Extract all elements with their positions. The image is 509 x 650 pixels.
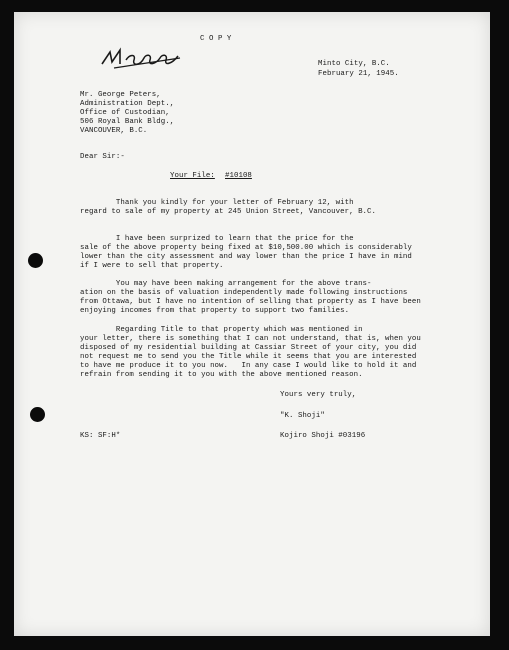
signer-name: Kojiro Shoji #03196	[280, 432, 366, 440]
letter-page	[14, 12, 490, 636]
paragraph-4-line: to have me produce it to you now. In any case I would like to hold it and	[80, 362, 417, 370]
addressee-line: Mr. George Peters,	[80, 91, 161, 99]
reference-label: Your File:	[170, 172, 215, 180]
paragraph-3-line: from Ottawa, but I have no intention of selling that property as I have been	[80, 298, 421, 306]
letter-date: February 21, 1945.	[318, 70, 399, 78]
copy-mark: C O P Y	[200, 35, 232, 43]
reference-value: #10108	[225, 172, 252, 180]
paragraph-3-line: You may have been making arrangement for the above trans-	[80, 280, 372, 288]
punch-hole	[30, 407, 45, 422]
punch-hole	[28, 253, 43, 268]
paragraph-2-line: if I were to sell that property.	[80, 262, 224, 270]
addressee-line: Administration Dept.,	[80, 100, 175, 108]
paragraph-4-line: not request me to send you the Title while it seems that you are interested	[80, 353, 417, 361]
paragraph-4-line: refrain from sending it to you with the above mentioned reason.	[80, 371, 363, 379]
paragraph-4-line: your letter, there is something that I can not understand, that is, when you	[80, 335, 421, 343]
paragraph-1-line: regard to sale of my property at 245 Union Street, Vancouver, B.C.	[80, 208, 377, 216]
paragraph-2-line: sale of the above property being fixed at $10,500.00 which is considerably	[80, 244, 412, 252]
reference-initials: KS: SF:H*	[80, 432, 121, 440]
complimentary-close: Yours very truly,	[280, 391, 357, 399]
addressee-line: Office of Custodian,	[80, 109, 170, 117]
letter-place: Minto City, B.C.	[318, 60, 390, 68]
paragraph-3-line: enjoying incomes from that property to support two families.	[80, 307, 350, 315]
paragraph-2-line: lower than the city assessment and way lower than the price I have in mind	[80, 253, 412, 261]
paragraph-2-line: I have been surprized to learn that the price for the	[80, 235, 354, 243]
paragraph-4-line: disposed of my residential building at Cassiar Street of your city, you did	[80, 344, 417, 352]
handwritten-note-scribble	[100, 46, 184, 72]
paragraph-4-line: Regarding Title to that property which was mentioned in	[80, 326, 363, 334]
handwritten-note	[100, 46, 184, 72]
addressee-line: VANCOUVER, B.C.	[80, 127, 148, 135]
signature: "K. Shoji"	[280, 412, 325, 420]
addressee-line: 506 Royal Bank Bldg.,	[80, 118, 175, 126]
paragraph-1-line: Thank you kindly for your letter of February 12, with	[80, 199, 354, 207]
salutation: Dear Sir:-	[80, 153, 125, 161]
paragraph-3-line: ation on the basis of valuation independently made following instructions	[80, 289, 408, 297]
